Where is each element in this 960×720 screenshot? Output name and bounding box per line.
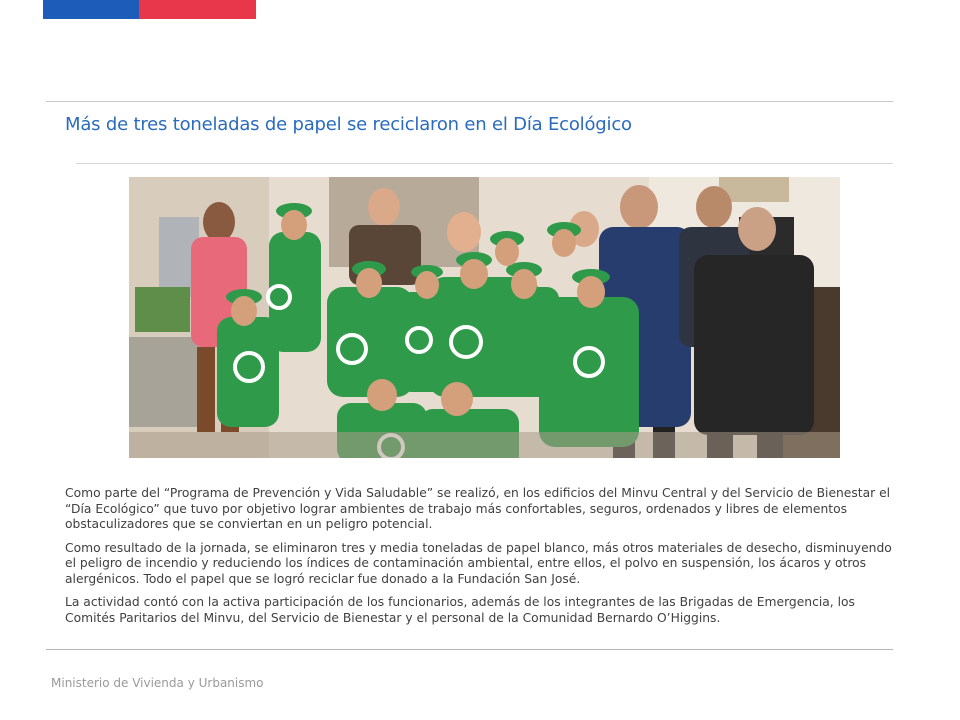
title-divider [76,163,893,164]
article-body [65,486,895,634]
header-divider [46,101,893,102]
article-photo [129,177,840,458]
flag-stripe-red [139,0,256,19]
article-paragraph-1: Como parte del “Programa de Prevención y Vida Saludable” se realizó, en los edificios del Minvu Central y del Servicio de Bienestar el “Día Ecológico” que tuvo por objetivo lograr ambientes de trabajo más confortables, seguros, ordenados y libres de elementos obstaculizadores que se conviertan en un peligro potencial. [65,486,891,531]
article-title: Más de tres toneladas de papel se reciclaron en el Día Ecológico [65,114,632,135]
article-paragraph-2: Como resultado de la jornada, se eliminaron tres y media toneladas de papel blanco, más otros materiales de desecho, disminuyendo el peligro de incendio y reduciendo los índices de contaminación ambiental, entre ellos, el polvo en suspensión, los ácaros y otros alergénicos. Todo el papel que se logró reciclar fue donado a la Fundación San José. [65,540,892,586]
article-paragraph-3: La actividad contó con la activa participación de los funcionarios, además de los integrantes de las Brigadas de Emergencia, los Comités Paritarios del Minvu, del Servicio de Bienestar y el personal de la Comunidad Bernardo O’Higgins. [65,595,855,625]
flag-stripe-blue [43,0,139,19]
footer-divider [46,649,893,650]
footer-ministry-name: Ministerio de Vivienda y Urbanismo [51,676,264,690]
